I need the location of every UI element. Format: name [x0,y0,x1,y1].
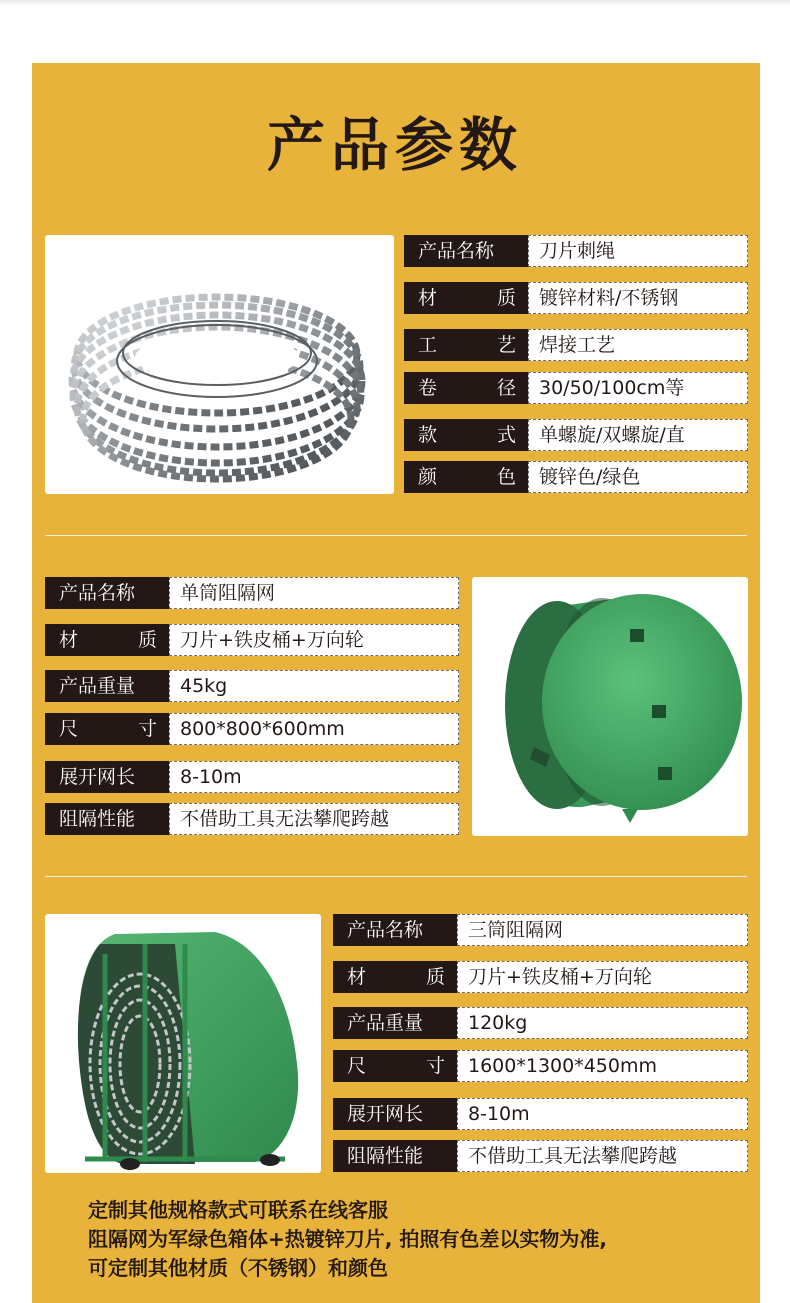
spec-label: 产品名称 [45,577,169,609]
spec-value: 三筒阻隔网 [457,914,748,946]
spec-label [333,961,457,993]
spec-label-char: 色 [496,466,516,488]
spec-value: 刀片+铁皮桶+万向轮 [169,624,459,656]
spec-label-char: 尺 [59,718,79,740]
spec-row [404,372,748,404]
spec-value: 镀锌色/绿色 [528,461,748,493]
spec-label-char: 质 [425,966,445,988]
footer-line: 可定制其他材质（不锈钢）和颜色 [88,1256,388,1280]
spec-value: 45kg [169,670,459,702]
spec-label [404,419,528,451]
spec-label-char: 寸 [425,1055,445,1077]
spec-label [404,329,528,361]
spec-value: 8-10m [457,1098,748,1130]
spec-row [45,803,459,835]
spec-label: 阻隔性能 [45,803,169,835]
spec-row [45,761,459,793]
footer-line: 阻隔网为军绿色箱体+热镀锌刀片, 拍照有色差以实物为准, [88,1227,607,1251]
footer-note [88,1196,748,1283]
spec-row [404,235,748,267]
spec-label [404,282,528,314]
spec-row [45,577,459,609]
spec-label: 展开网长 [333,1098,457,1130]
spec-label-char: 尺 [347,1055,367,1077]
spec-value: 镀锌材料/不锈钢 [528,282,748,314]
spec-row [404,461,748,493]
spec-label [333,1050,457,1082]
spec-value: 焊接工艺 [528,329,748,361]
spec-label: 阻隔性能 [333,1140,457,1172]
spec-value: 不借助工具无法攀爬跨越 [169,803,459,835]
spec-label-char: 颜 [418,466,438,488]
spec-value: 120kg [457,1007,748,1039]
section-divider [45,876,747,877]
page-title: 产品参数 [266,111,523,179]
spec-label: 产品重量 [333,1007,457,1039]
spec-label-char: 径 [496,377,516,399]
spec-row [45,670,459,702]
single-drum-image [472,577,748,836]
triple-drum-image [45,914,321,1173]
triple-drum-photo [45,914,321,1173]
top-strip [0,0,790,6]
spec-value: 刀片+铁皮桶+万向轮 [457,961,748,993]
spec-row [333,1007,748,1039]
spec-label: 产品名称 [404,235,528,267]
spec-row [333,1098,748,1130]
spec-row [333,914,748,946]
spec-value: 单筒阻隔网 [169,577,459,609]
spec-label-char: 质 [137,629,157,651]
spec-label: 展开网长 [45,761,169,793]
spec-value: 1600*1300*450mm [457,1050,748,1082]
spec-row [404,329,748,361]
spec-label-char: 寸 [137,718,157,740]
spec-value: 8-10m [169,761,459,793]
spec-row [45,624,459,656]
spec-row [333,1050,748,1082]
spec-row [404,282,748,314]
footer-line: 定制其他规格款式可联系在线客服 [88,1198,388,1222]
spec-value: 不借助工具无法攀爬跨越 [457,1140,748,1172]
spec-row [45,713,459,745]
spec-row [333,1140,748,1172]
spec-label [404,372,528,404]
spec-label [404,461,528,493]
spec-label: 产品名称 [333,914,457,946]
spec-value: 30/50/100cm等 [528,372,748,404]
spec-label-char: 材 [347,966,367,988]
spec-value: 单螺旋/双螺旋/直 [528,419,748,451]
razor-wire-photo [45,235,394,494]
spec-value: 800*800*600mm [169,713,459,745]
spec-row [333,961,748,993]
spec-label-char: 款 [418,424,438,446]
spec-label-char: 质 [496,287,516,309]
spec-label-char: 材 [418,287,438,309]
spec-label-char: 工 [418,334,438,356]
spec-label-char: 材 [59,629,79,651]
single-drum-photo [472,577,748,836]
spec-label-char: 艺 [496,334,516,356]
spec-value: 刀片刺绳 [528,235,748,267]
spec-label [45,624,169,656]
spec-label-char: 式 [496,424,516,446]
spec-label: 产品重量 [45,670,169,702]
spec-label-char: 卷 [418,377,438,399]
spec-row [404,419,748,451]
spec-label [45,713,169,745]
razor-wire-coil-image [45,235,394,494]
section-divider [45,535,747,536]
